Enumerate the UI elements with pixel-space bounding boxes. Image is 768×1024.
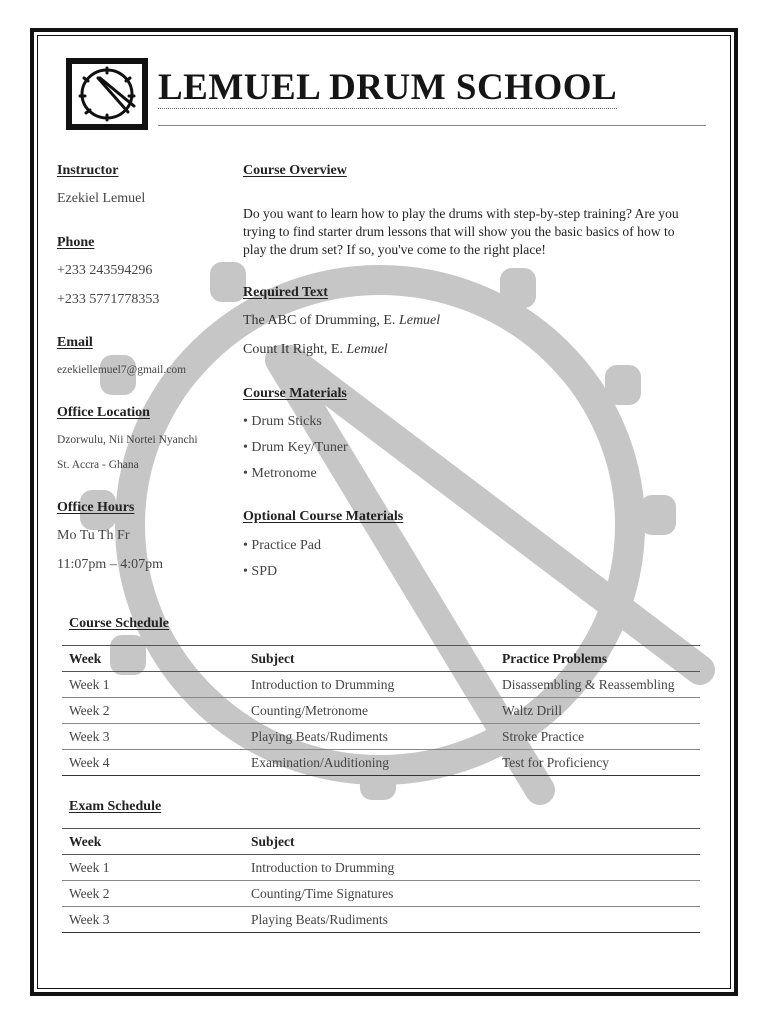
table-row <box>62 855 700 881</box>
table-row <box>62 672 700 698</box>
instructor-name: Ezekiel Lemuel <box>57 191 146 206</box>
course-material-item: • Drum Key/Tuner <box>243 440 348 455</box>
table-header-row <box>62 829 700 855</box>
email-heading: Email <box>57 335 93 350</box>
optional-material-item: • Practice Pad <box>243 538 321 553</box>
table-cell: Counting/Time Signatures <box>244 881 495 907</box>
table-cell: Week 4 <box>62 750 244 776</box>
course-material-item: • Metronome <box>243 466 317 481</box>
drum-logo-icon <box>66 58 148 130</box>
table-cell: Week 1 <box>62 672 244 698</box>
table-cell: Week 3 <box>62 724 244 750</box>
column-header <box>495 829 700 855</box>
table-cell: Week 2 <box>62 881 244 907</box>
table-cell <box>495 881 700 907</box>
table-header-row <box>62 646 700 672</box>
course-overview-heading: Course Overview <box>243 163 347 178</box>
phone-number-1: +233 243594296 <box>57 263 153 278</box>
table-cell: Examination/Auditioning <box>244 750 495 776</box>
table-cell: Playing Beats/Rudiments <box>244 907 495 933</box>
table-row <box>62 698 700 724</box>
course-overview-text: Do you want to learn how to play the drums with step-by-step training? Are you trying to find starter drum lessons that will show you the basic basics of how to play the drum set? If so, you've come to the right place! <box>243 206 679 257</box>
course-schedule-heading: Course Schedule <box>69 616 169 631</box>
table-cell: Week 3 <box>62 907 244 933</box>
required-text-1: The ABC of Drumming, E. Lemuel <box>243 313 441 328</box>
table-cell: Test for Proficiency <box>495 750 700 776</box>
column-header: Week <box>62 646 244 672</box>
office-hours-heading: Office Hours <box>57 500 135 515</box>
table-row <box>62 881 700 907</box>
table-cell: Stroke Practice <box>495 724 700 750</box>
course-schedule-table <box>62 645 700 776</box>
course-material-item: • Drum Sticks <box>243 414 322 429</box>
column-header: Subject <box>244 829 495 855</box>
table-row <box>62 907 700 933</box>
required-text-2: Count It Right, E. Lemuel <box>243 342 388 357</box>
column-header: Practice Problems <box>495 646 700 672</box>
exam-schedule-heading: Exam Schedule <box>69 799 162 814</box>
office-location-line-1: Dzorwulu, Nii Nortei Nyanchi <box>57 434 198 446</box>
office-location-heading: Office Location <box>57 405 150 420</box>
table-cell: Playing Beats/Rudiments <box>244 724 495 750</box>
office-location-line-2: St. Accra - Ghana <box>57 459 139 471</box>
table-cell: Counting/Metronome <box>244 698 495 724</box>
required-text-heading: Required Text <box>243 285 328 300</box>
table-cell: Waltz Drill <box>495 698 700 724</box>
table-cell <box>495 907 700 933</box>
title-divider <box>158 125 706 126</box>
table-cell: Week 1 <box>62 855 244 881</box>
table-cell: Disassembling & Reassembling <box>495 672 700 698</box>
office-days: Mo Tu Th Fr <box>57 528 130 543</box>
column-header: Week <box>62 829 244 855</box>
course-materials-heading: Course Materials <box>243 386 347 401</box>
instructor-heading: Instructor <box>57 163 119 178</box>
phone-heading: Phone <box>57 235 95 250</box>
table-cell <box>495 855 700 881</box>
table-cell: Introduction to Drumming <box>244 672 495 698</box>
exam-schedule-table <box>62 828 700 933</box>
phone-number-2: +233 5771778353 <box>57 292 160 307</box>
office-time: 11:07pm – 4:07pm <box>57 557 164 572</box>
optional-materials-heading: Optional Course Materials <box>243 509 404 524</box>
table-row <box>62 750 700 776</box>
email-address: ezekiellemuel7@gmail.com <box>57 364 187 376</box>
optional-material-item: • SPD <box>243 564 278 579</box>
column-header: Subject <box>244 646 495 672</box>
table-row <box>62 724 700 750</box>
table-cell: Week 2 <box>62 698 244 724</box>
table-cell: Introduction to Drumming <box>244 855 495 881</box>
page-title: LEMUEL DRUM SCHOOL <box>158 67 618 108</box>
